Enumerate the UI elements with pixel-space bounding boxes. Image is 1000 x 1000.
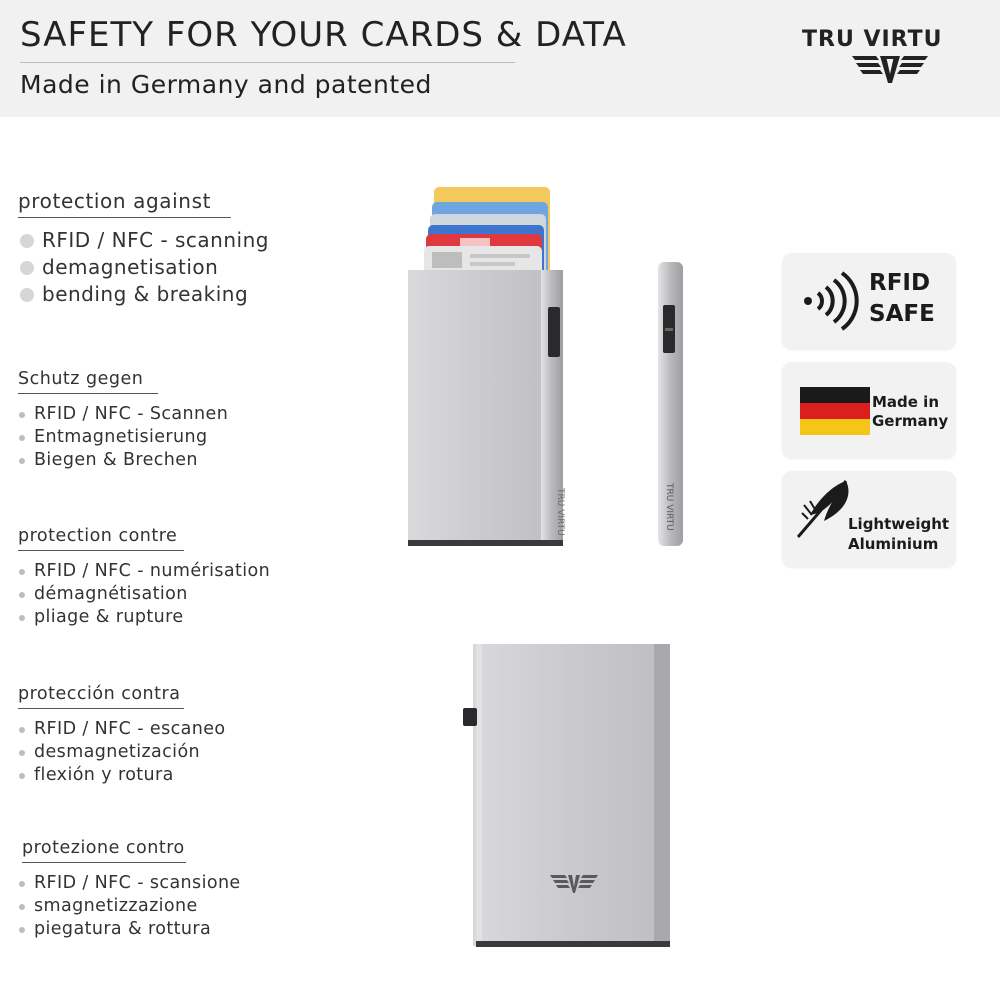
badge-text-line1: Made in: [872, 393, 940, 411]
bullet-icon: [19, 412, 25, 418]
section-divider: [18, 393, 158, 394]
header-banner: [0, 0, 1000, 117]
list-item: desmagnetización: [18, 741, 226, 764]
bullet-icon: [19, 773, 25, 779]
section-french: [18, 526, 270, 629]
cardholder-back-image: [460, 640, 675, 952]
bullet-icon: [19, 750, 25, 756]
cardholder-bottom: [408, 540, 563, 546]
page-title: SAFETY FOR YOUR CARDS & DATA: [20, 15, 627, 55]
bullet-icon: [19, 435, 25, 441]
list-item: RFID / NFC - scanning: [18, 227, 269, 254]
list-item: Entmagnetisierung: [18, 426, 228, 449]
badge-text-line2: Aluminium: [848, 535, 939, 553]
section-title: protection contre: [18, 526, 178, 546]
edge-engraving: TRU VIRTU: [664, 483, 674, 531]
section-german: [18, 369, 228, 472]
section-title: protezione contro: [22, 838, 185, 858]
list-item: flexión y rotura: [18, 764, 226, 787]
list-item: smagnetizzazione: [18, 895, 241, 918]
badge-rfid-safe: [782, 253, 956, 349]
list-item: Biegen & Brechen: [18, 449, 228, 472]
badge-text-line2: Germany: [872, 412, 949, 430]
badge-made-in-germany: [782, 362, 956, 458]
badge-text-line1: Lightweight: [848, 515, 950, 533]
cardholder-edge-image: [655, 258, 687, 550]
bullet-icon: [20, 261, 34, 275]
side-engraving: TRU VIRTU: [555, 488, 565, 536]
section-title: protección contra: [18, 684, 181, 704]
rfid-waves-icon: [802, 268, 862, 334]
section-title: Schutz gegen: [18, 369, 144, 389]
bullet-icon: [20, 234, 34, 248]
cardholder-open-image: [400, 180, 580, 555]
section-italian: [22, 838, 241, 941]
badge-lightweight-aluminium: [782, 471, 956, 567]
list-item: piegatura & rottura: [18, 918, 241, 941]
section-spanish: [18, 684, 226, 787]
page-subtitle: Made in Germany and patented: [20, 70, 432, 99]
cardholder-body: [408, 270, 563, 545]
list-item: RFID / NFC - escaneo: [18, 718, 226, 741]
list-item: RFID / NFC - numérisation: [18, 560, 270, 583]
bullet-icon: [19, 927, 25, 933]
bullet-icon: [19, 592, 25, 598]
brand-logo-text: TRU VIRTU: [802, 27, 943, 52]
list-item: démagnétisation: [18, 583, 270, 606]
section-title: protection against: [18, 189, 212, 213]
bullet-icon: [19, 881, 25, 887]
list-item: demagnetisation: [18, 254, 269, 281]
bullet-icon: [19, 569, 25, 575]
section-divider: [18, 217, 231, 218]
section-english: [18, 189, 269, 308]
german-flag-icon: [800, 387, 870, 435]
list-item: pliage & rupture: [18, 606, 270, 629]
section-divider: [22, 862, 186, 863]
badge-text-line2: SAFE: [869, 301, 935, 327]
bullet-icon: [20, 288, 34, 302]
tru-virtu-wing-emblem-icon: [852, 54, 928, 84]
bullet-icon: [19, 904, 25, 910]
bullet-icon: [19, 615, 25, 621]
bullet-icon: [19, 458, 25, 464]
list-item: bending & breaking: [18, 281, 269, 308]
list-item: RFID / NFC - Scannen: [18, 403, 228, 426]
section-divider: [18, 550, 184, 551]
badge-text-line1: RFID: [869, 270, 931, 296]
section-divider: [18, 708, 184, 709]
title-divider: [20, 62, 515, 63]
eject-lever: [548, 307, 560, 357]
bullet-icon: [19, 727, 25, 733]
list-item: RFID / NFC - scansione: [18, 872, 241, 895]
